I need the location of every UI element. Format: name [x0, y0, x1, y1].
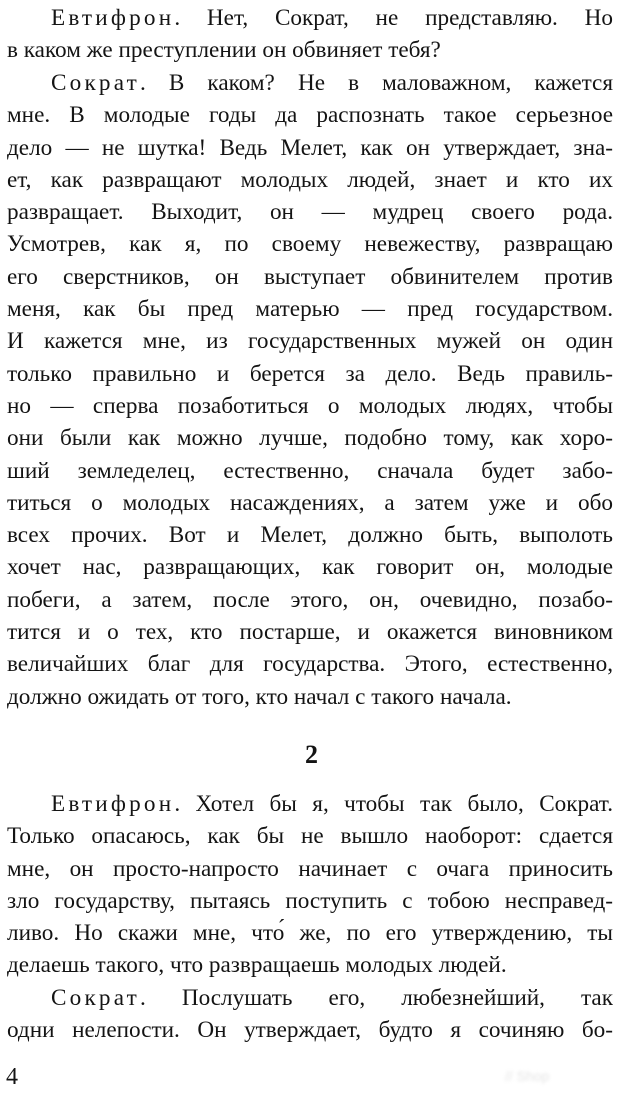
- text-line: ет, как развращают молодых людей, знает и кто их: [7, 166, 613, 193]
- text-line: меня, как бы пред матерью — пред государством.: [7, 296, 613, 323]
- speaker-name: Евтифрон: [51, 5, 175, 31]
- text-line: [7, 982, 613, 1014]
- text-line: тится и о тех, кто постарше, и окажется виновником: [7, 619, 613, 646]
- text-line: [7, 2, 613, 34]
- text-line: [7, 67, 613, 99]
- text-line: только правильно и берется за дело. Ведь правиль-: [7, 360, 613, 387]
- text-line: титься о молодых насаждениях, а затем уже и обо: [7, 489, 613, 516]
- speaker-name: Евтифрон: [51, 791, 175, 817]
- speaker-name: Сократ: [51, 70, 140, 96]
- text-line: [7, 788, 613, 820]
- line-text: . В каком? Не в маловажном, кажется: [139, 70, 613, 96]
- text-line: зло государству, пытаясь поступить с тобою несправед-: [7, 887, 613, 914]
- text-line: они были как можно лучше, подобно тому, как хоро-: [7, 425, 613, 452]
- page-number: 4: [6, 1064, 18, 1090]
- paragraph-socrates-1: [7, 67, 613, 713]
- text-line: хочет нас, развращающих, как говорит он, молодые: [7, 554, 613, 581]
- text-line: но — сперва позаботиться о молодых людях, чтобы: [7, 392, 613, 419]
- line-text: . Хотел бы я, чтобы так было, Сократ.: [174, 791, 613, 817]
- paragraph-euthyphro-2: [7, 788, 613, 982]
- speaker-name: Сократ: [51, 985, 140, 1011]
- text-line: в каком же преступлении он обвиняет тебя?: [7, 37, 441, 64]
- line-text: . Послушать его, любезнейший, так: [139, 985, 613, 1011]
- text-line: И кажется мне, из государственных мужей он один: [7, 328, 613, 355]
- text-line: Усмотрев, как я, по своему невежеству, развращаю: [7, 231, 613, 258]
- text-line: мне. В молодые годы да распознать такое серьезное: [7, 102, 613, 129]
- paragraph-socrates-2: [7, 982, 613, 1047]
- text-line: одни нелепости. Он утверждает, будто я сочиняю бо-: [7, 1017, 613, 1044]
- text-line: должно ожидать от того, кто начал с такого начала.: [7, 683, 512, 710]
- shop-watermark: // Shop: [505, 1068, 550, 1084]
- text-line: величайших благ для государства. Этого, естественно,: [7, 651, 613, 678]
- paragraph-euthyphro-1: [7, 2, 613, 67]
- text-line: мне, он просто-напросто начинает с очага приносить: [7, 855, 613, 882]
- text-line: побеги, а затем, после этого, он, очевидно, позабо-: [7, 586, 613, 613]
- section-number: 2: [305, 740, 318, 769]
- text-line: делаешь такого, что развращаешь молодых людей.: [7, 952, 507, 979]
- line-text: . Нет, Сократ, не представляю. Но: [174, 5, 613, 31]
- text-line: ший земледелец, естественно, сначала будет забо-: [7, 457, 613, 484]
- text-line: всех прочих. Вот и Мелет, должно быть, выполоть: [7, 522, 613, 549]
- text-line: Только опасаюсь, как бы не вышло наоборот: сдается: [7, 823, 613, 850]
- text-line: ливо. Но скажи мне, что́ же, по его утверждению, ты: [7, 920, 613, 947]
- text-line: дело — не шутка! Ведь Мелет, как он утверждает, зна-: [7, 134, 613, 161]
- text-line: развращает. Выходит, он — мудрец своего рода.: [7, 199, 613, 226]
- text-line: его сверстников, он выступает обвинителем против: [7, 263, 613, 290]
